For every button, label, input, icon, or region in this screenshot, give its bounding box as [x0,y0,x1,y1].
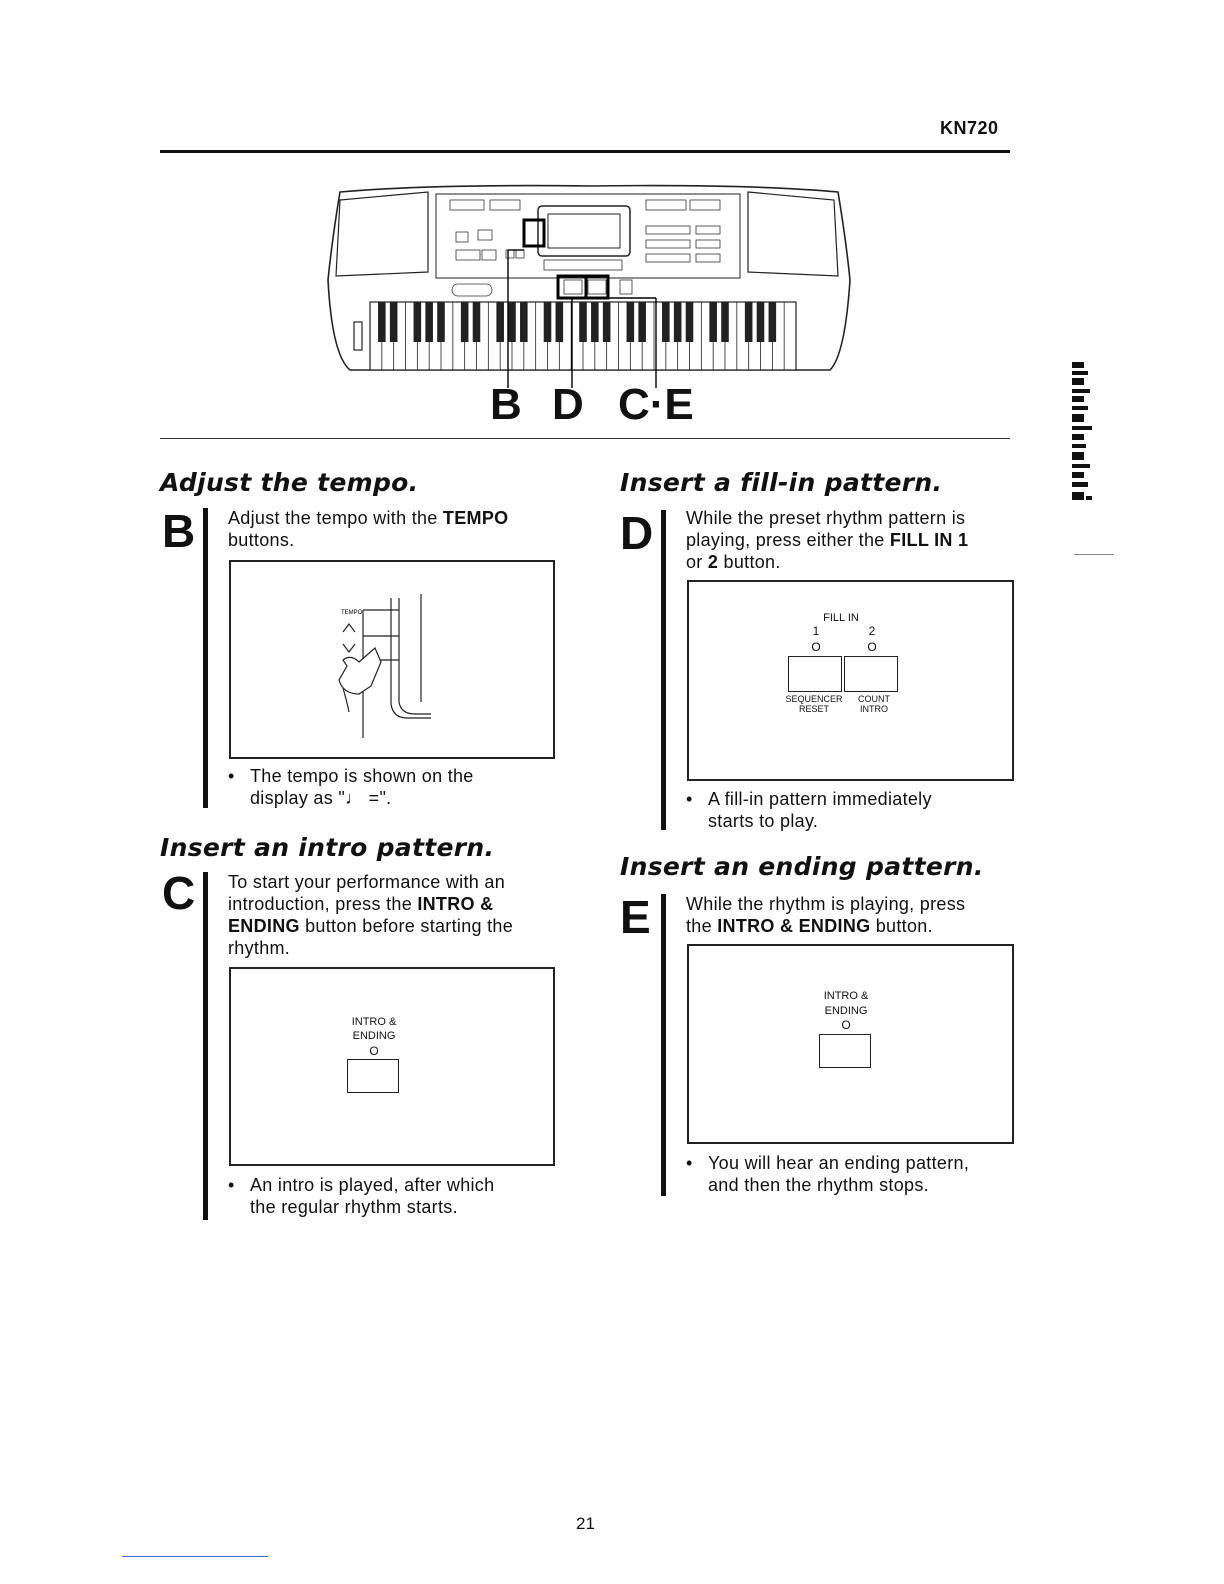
black-key [709,302,717,342]
intro-panel-label-1: INTRO & [351,1016,397,1028]
fill-in-2-button [844,656,898,692]
ending-line2b: INTRO & ENDING [717,916,871,936]
middle-rule [160,438,1010,439]
black-key [757,302,765,342]
ending-led: O [841,1018,851,1032]
intro-heading: Insert an intro pattern. [160,833,495,862]
fillin-line2b: FILL IN 1 [889,530,969,550]
step-letter-d: D [620,507,654,559]
intro-line3a: ENDING [228,916,300,936]
fillin-note-line2: starts to play. [708,811,819,831]
tempo-figure-box [229,560,555,759]
bullet-dot: • [686,1153,693,1173]
ending-note-line1: You will hear an ending pattern, [708,1153,970,1173]
bullet-dot: • [686,789,693,809]
black-key [414,302,422,342]
tempo-text-part1: Adjust the tempo with the [228,508,443,528]
tempo-note [228,765,474,809]
tempo-note-line1: The tempo is shown on the [250,766,474,786]
black-key [520,302,528,342]
black-key [674,302,682,342]
bullet-dot: • [228,766,235,786]
black-key [378,302,386,342]
ending-instruction [686,893,965,937]
ending-note-line2: and then the rhythm stops. [708,1175,929,1195]
step-bar-d [661,510,666,830]
ending-heading: Insert an ending pattern. [620,852,984,881]
black-key [544,302,552,342]
black-key [496,302,504,342]
black-key [437,302,445,342]
intro-instruction [228,871,513,959]
ending-figure-box [687,944,1014,1144]
fill-in-1-button [788,656,842,692]
fillin-instruction [686,507,968,573]
black-key [461,302,469,342]
tempo-note-line2: display as "♩ =". [250,788,392,808]
ending-panel-label-1: INTRO & [823,990,869,1002]
intro-note-line2: the regular rhythm starts. [250,1197,458,1217]
black-key [638,302,646,342]
fillin-num-2: 2 [868,624,876,638]
bullet-dot: • [228,1175,235,1195]
black-key [425,302,433,342]
callout-d: D [552,380,584,429]
black-key [627,302,635,342]
step-letter-c: C [162,867,196,919]
ending-line1: While the rhythm is playing, press [686,894,966,914]
fillin-num-1: 1 [812,624,820,638]
intro-led: O [369,1044,379,1058]
fillin-figure-box [687,580,1014,781]
intro-line1: To start your performance with an [228,872,506,892]
fillin-sub-2a: COUNT [858,694,890,704]
step-letter-e: E [620,891,651,943]
fillin-sub-1a: SEQUENCER [785,694,843,704]
intro-line4: rhythm. [228,938,291,958]
footer-line [122,1556,268,1557]
black-key [769,302,777,342]
intro-line3b: button before starting the [299,916,514,936]
step-letter-b: B [162,505,196,557]
intro-note-line1: An intro is played, after which [250,1175,495,1195]
intro-line2a: introduction, press the [228,894,418,914]
black-key [662,302,670,342]
fillin-line3a: or [686,552,708,572]
fillin-led-2: O [867,640,877,654]
ending-note [686,1152,969,1196]
ending-line2c: button. [870,916,933,936]
tempo-text-bold: TEMPO [442,508,509,528]
callout-b: B [490,380,522,429]
fillin-sub-2b: INTRO [860,704,888,714]
tempo-hand-illustration [231,562,553,757]
black-key [579,302,587,342]
fillin-sub-label-2 [839,694,909,714]
fillin-line3b: 2 [707,552,719,572]
tempo-heading: Adjust the tempo. [160,468,419,497]
black-key [603,302,611,342]
intro-note [228,1174,494,1218]
fillin-sub-1b: RESET [798,704,829,714]
model-name: KN720 [940,118,999,138]
intro-line2b: INTRO & [417,894,494,914]
black-key [745,302,753,342]
thumb-index-strip [1072,362,1102,508]
black-key [721,302,729,342]
black-key [556,302,564,342]
fillin-heading: Insert a fill-in pattern. [620,468,943,497]
fillin-led-1: O [811,640,821,654]
ending-intro-ending-button [819,1034,871,1068]
fillin-note-line1: A fill-in pattern immediately [708,789,932,809]
fillin-panel-title: FILL IN [823,612,859,624]
tempo-instruction [228,507,508,551]
black-key [390,302,398,342]
black-key [686,302,694,342]
step-bar-b [203,508,208,808]
black-key [508,302,516,342]
ending-panel-label-2: ENDING [824,1005,868,1017]
side-dash [1074,554,1114,555]
callout-ce: C·E [618,380,694,429]
fillin-line2a: playing, press either the [686,530,890,550]
ending-line2a: the [686,916,718,936]
fillin-line3c: button. [718,552,781,572]
intro-figure-box [229,967,555,1166]
black-key [473,302,481,342]
black-key [591,302,599,342]
step-bar-e [661,894,666,1196]
page-number: 21 [576,1514,595,1533]
top-rule [160,150,1010,153]
intro-ending-button [347,1059,399,1093]
intro-panel-label-2: ENDING [352,1030,396,1042]
fillin-note [686,788,932,832]
tempo-panel-label: TEMPO [341,610,363,616]
tempo-text-part2: buttons. [228,530,295,550]
keyboard-illustration [310,180,870,430]
fillin-line1: While the preset rhythm pattern is [686,508,966,528]
step-bar-c [203,872,208,1220]
